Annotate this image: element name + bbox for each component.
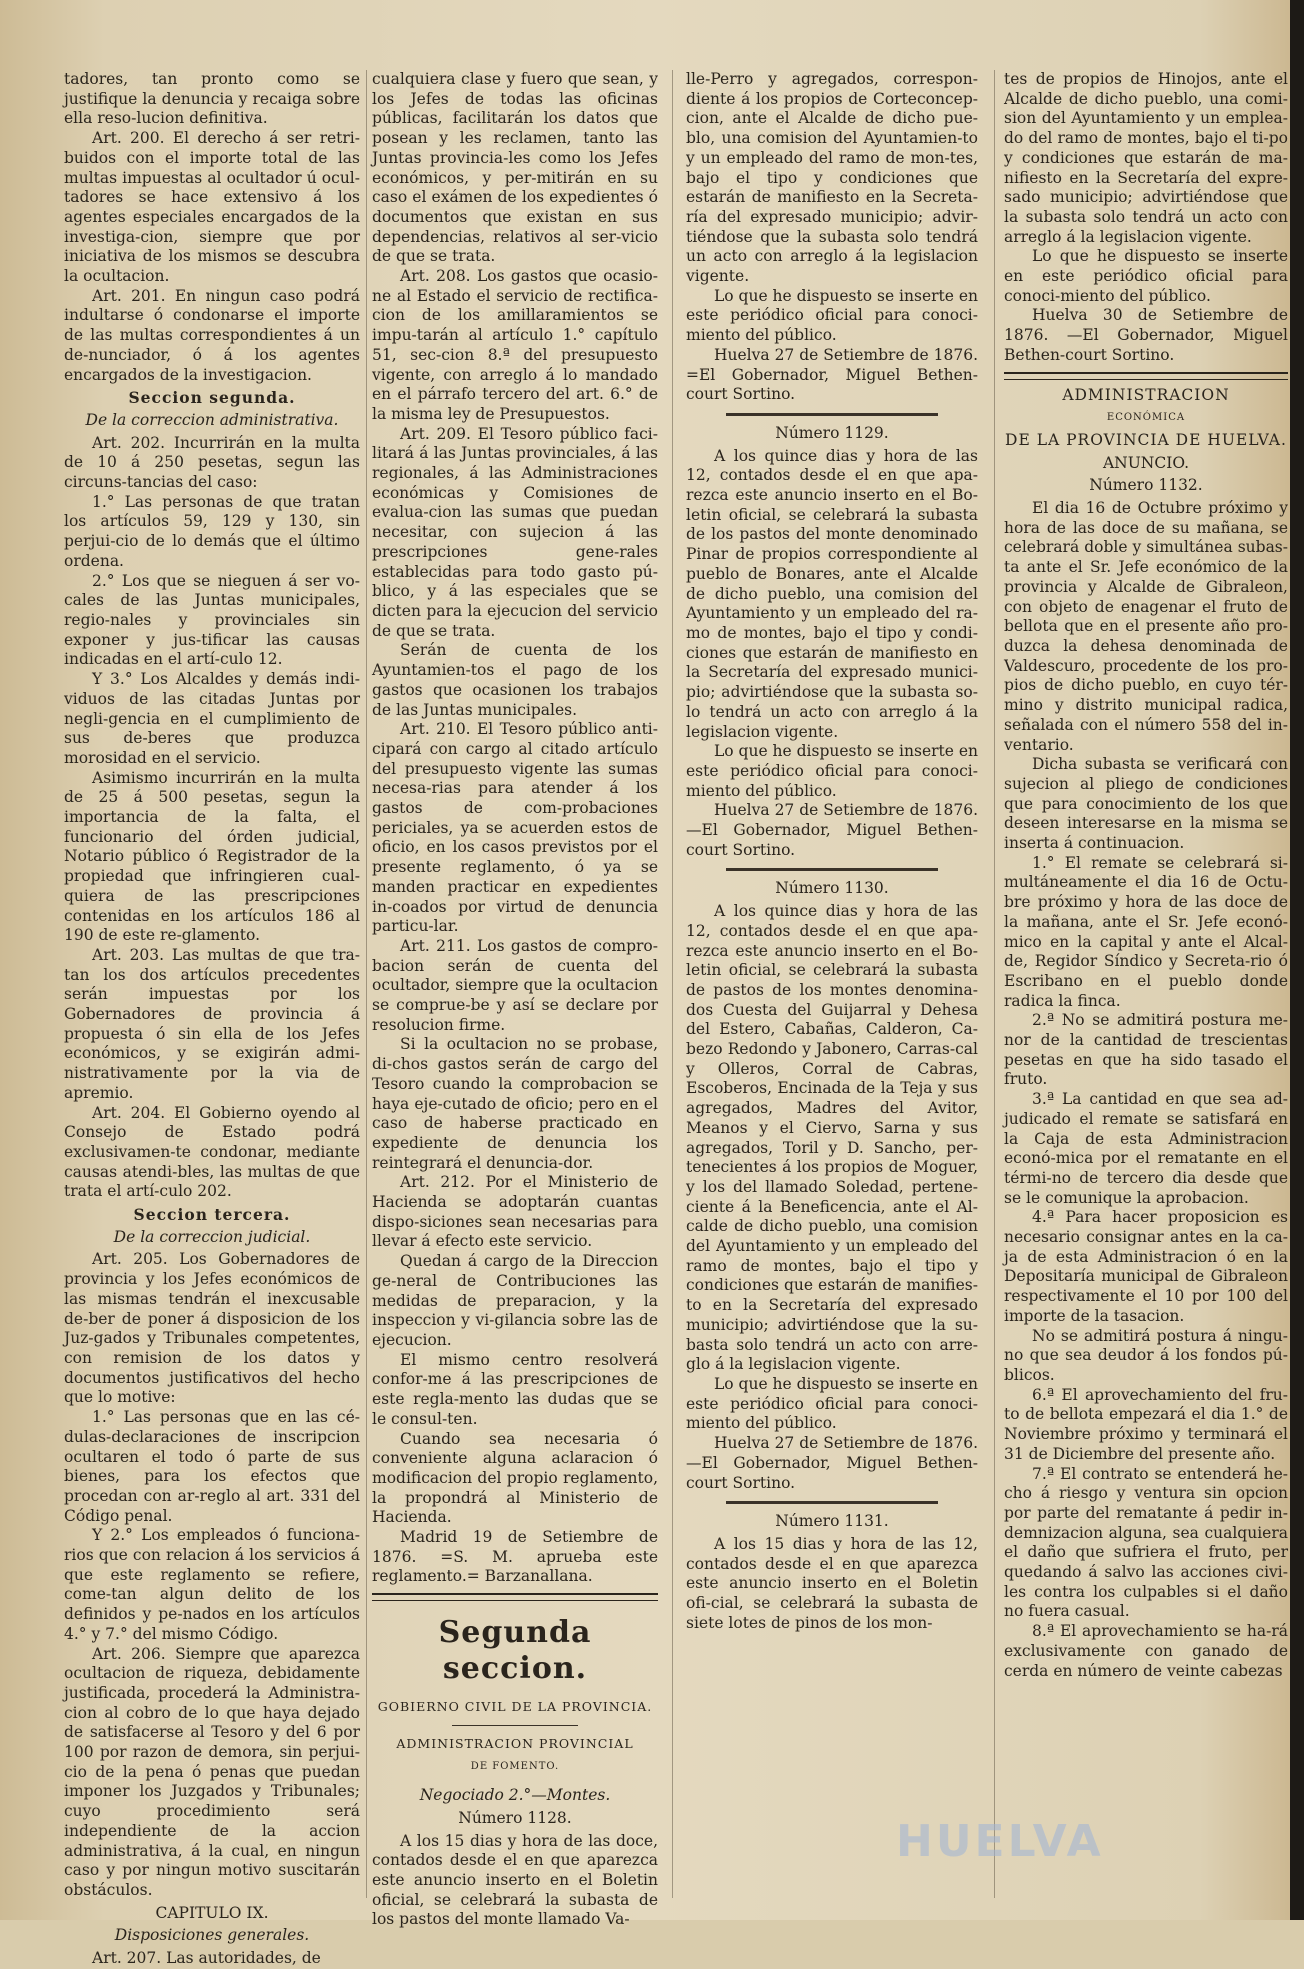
paragraph: Art. 206. Siempre que aparezca ocultacion de riqueza, debidamente justificada, procederá la Administra-cion al cobro de lo que haya dejado de satisfacerse al Tesoro y del 6 por 100 por razon de demora, sin perjui-cio de la pena ó penas que puedan imponer los Juzgados y Tribunales; cuyo procedimiento será independiente de la accion administrativa, á la cual, en ningun caso y por ningun motivo suscitarán obstáculos.	[64, 1644, 360, 1899]
paragraph: 1.° El remate se celebrará si-multáneamente el dia 16 de Octu-bre próximo y hora de las doce de la mañana, ante el Sr. Jefe econó-mico en la capital y ante el Alcal-de, Regidor Síndico y Secreta-rio ó Escribano en el pueblo donde radica la finca.	[1004, 853, 1288, 1010]
paragraph: 3.ª La cantidad en que sea ad-judicado el remate se satisfará en la Caja de esta Administracion econó-mica por el rematante en el térmi-no de tercero dia desde que se le comunique la aprobacion.	[1004, 1090, 1288, 1207]
column-rule	[366, 70, 367, 1898]
paragraph: Serán de cuenta de los Ayuntamien-tos el pago de los gastos que ocasionen los trabajos de las Juntas municipales.	[372, 641, 658, 719]
chapter-subheading: Disposiciones generales.	[114, 1926, 310, 1945]
paragraph: Lo que he dispuesto se inserte en este periódico oficial para conoci-miento del público.	[686, 286, 979, 345]
paragraph: tes de propios de Hinojos, ante el Alcalde de dicho pueblo, una comi-sion del Ayuntamiento y un emplea-do del ramo de montes, bajo el ti-po y condiciones que estarán de ma-nifiesto en la Secretaría del expre-sado municipio; advirtiéndose que la subasta solo tendrá un acto con arreglo á la legislacion vigente.	[1004, 70, 1288, 246]
divider	[372, 1593, 658, 1601]
paragraph: A los 15 dias y hora de las 12, contados desde el en que aparezca este anuncio inserto en el Boletin ofi-cial, se celebrará la subasta de siete lotes de pinos de los mon-	[686, 1534, 978, 1632]
paragraph: Art. 212. Por el Ministerio de Hacienda se adoptarán cuantas dispo-siciones sean necesarias para llevar á efecto este servicio.	[372, 1173, 658, 1251]
paragraph: A los quince dias y hora de las 12, contados desde el en que apa-rezca este anuncio inserto en el Bo-letin oficial, se celebrará la subasta de los pastos del monte denominado Pinar de propios correspondiente al pueblo de Bonares, ante el Alcalde de dicho pueblo, una comision del Ayuntamiento y un empleado del ra-mo de montes, bajo el tipo y condi-ciones que estarán de manifiesto en la Secretaría del expresado munici-pio; advirtiéndose que la subasta so-lo tendrá un acto con arreglo á la legislacion vigente.	[686, 446, 978, 741]
paragraph: 4.ª Para hacer proposicion es necesario consignar antes en la ca-ja de esta Administracion ó en la Depositaría municipal de Gibraleon respectivamente el 10 por 100 del importe de la tasacion.	[1004, 1208, 1288, 1325]
paragraph: 6.ª El aprovechamiento del fru-to de bellota empezará el dia 1.° de Noviembre próximo y terminará el 31 de Diciembre del presente año.	[1004, 1385, 1288, 1463]
section-subheading: De la correccion administrativa.	[85, 410, 339, 429]
column-3	[686, 70, 978, 1898]
paragraph: El dia 16 de Octubre próximo y hora de las doce de su mañana, se celebrará doble y simultánea subas-ta ante el Sr. Jefe económico de la provincia y Alcalde de Gibraleon, con objeto de enagenar el fruto de bellota que en el presente año pro-duzca la dehesa denominada de Valdescuro, procedente de los pro-pios de dicho pueblo, en cuyo tér-mino y distrito municipal radica, señalada con el número 558 del in-ventario.	[1004, 499, 1288, 754]
paragraph: cualquiera clase y fuero que sean, y los Jefes de todas las oficinas públicas, facilitarán los datos que posean y les reclamen, tanto las Juntas provincia-les como los Jefes económicos, y per-mitirán en su caso el exámen de los expedientes ó documentos que existan en sus dependencias, relativos al ser-vicio de que se trata.	[372, 70, 658, 266]
paragraph: El mismo centro resolverá confor-me á las prescripciones de este regla-mento las dudas que se le consul-ten.	[372, 1350, 658, 1428]
notice-number: Número 1131.	[775, 1512, 889, 1531]
paragraph: 2.ª No se admitirá postura me-nor de la cantidad de trescientas pesetas en que ha sido tasado el fruto.	[1004, 1011, 1288, 1089]
paragraph: Art. 207. Las autoridades, de	[92, 1949, 321, 1968]
heading: ECONÓMICA	[1106, 412, 1186, 424]
paragraph: Huelva 27 de Setiembre de 1876. —El Gobernador, Miguel Bethen-court Sortino.	[686, 801, 978, 859]
paragraph: 8.ª El aprovechamiento se ha-rá exclusivamente con ganado de cerda en número de veinte cabezas	[1004, 1622, 1288, 1680]
paragraph: No se admitirá postura á ningu-no que sea deudor á los fondos pú-blicos.	[1004, 1326, 1288, 1384]
paragraph: 1.° Las personas que en las cé-dulas-declaraciones de inscripcion ocultaren el todo ó parte de sus bienes, para los efectos que procedan con ar-reglo al art. 331 del Código penal.	[64, 1408, 360, 1525]
paragraph: Lo que he dispuesto se inserte en este periódico oficial para conoci-miento del público.	[1004, 247, 1288, 305]
chapter-heading: CAPITULO IX.	[155, 1903, 269, 1922]
paragraph: Asimismo incurrirán en la multa de 25 á 500 pesetas, segun la importancia de la falta, el funcionario del órden judicial, Notario público ó Registrador de la propiedad que infringieren cual-quiera de las prescripciones contenidas en los artículos 186 al 190 de este re-glamento.	[64, 768, 360, 945]
paragraph: Art. 210. El Tesoro público anti-cipará con cargo al citado artículo del presupuesto vigente las sumas necesa-rias para atender á los gastos de com-probaciones periciales, ya se acuerden estos de oficio, en los casos previstos por el presente reglamento, ó ya se manden practicar en expedientes in-coados por virtud de denuncia particu-lar.	[372, 720, 658, 936]
heading: DE LA PROVINCIA DE HUELVA.	[1005, 430, 1287, 449]
paragraph: Art. 205. Los Gobernadores de provincia y los Jefes económicos de las mismas tendrán el inexcusable de-ber de poner á disposicion de los Juz-gados y Tribunales competentes, con remision de los datos y documentos justificativos del hecho que lo motive:	[64, 1250, 360, 1407]
paragraph: Lo que he dispuesto se inserte en este periódico oficial para conoci-miento del público.	[686, 742, 979, 800]
paragraph: Art. 204. El Gobierno oyendo al Consejo de Estado podrá exclusivamen-te condonar, mediante causas atendi-bles, las multas de que trata el artí-culo 202.	[64, 1103, 360, 1201]
paragraph: Art. 211. Los gastos de compro-bacion serán de cuenta del ocultador, siempre que la ocultacion se comprue-be y así se declare por resolucion firme.	[372, 936, 658, 1034]
divider	[452, 1725, 578, 1726]
paragraph: Quedan á cargo de la Direccion ge-neral de Contribuciones las medidas de preparacion, y la inspeccion y vi-gilancia sobre las de ejecucion.	[372, 1252, 658, 1349]
paragraph: 1.° Las personas de que tratan los artículos 59, 129 y 130, sin perjui-cio de lo demás que el último ordena.	[64, 492, 360, 570]
notice-number: Número 1129.	[775, 423, 889, 442]
section-heading: Seccion tercera.	[133, 1205, 291, 1225]
divider	[726, 413, 938, 416]
paragraph: Si la ocultacion no se probase, di-chos gastos serán de cargo del Tesoro cuando la comprobacion se haya eje-cutado de oficio; pero en el caso de haberse practicado en expediente de denuncia los reintegrará el denuncia-dor.	[372, 1035, 658, 1172]
section-subheading: De la correccion judicial.	[113, 1227, 311, 1246]
column-rule	[672, 70, 673, 1898]
paragraph: Art. 203. Las multas de que tra-tan los dos artículos precedentes serán impuestas por los Gobernadores de provincia á propuesta ó sin ella de los Jefes económicos, y se exigirán admi-nistrativamente por la via de apremio.	[64, 945, 360, 1102]
archive-watermark: HUELVA	[896, 1816, 1104, 1867]
paragraph: Huelva 30 de Setiembre de 1876. —El Gobernador, Miguel Bethen-court Sortino.	[1004, 306, 1288, 364]
column-rule	[994, 70, 995, 1898]
paragraph: Art. 202. Incurrirán en la multa de 10 á 250 pesetas, segun las circuns-tancias del caso:	[64, 433, 360, 492]
paragraph: Art. 200. El derecho á ser retri-buidos con el importe total de las multas impuestas al ocultador ú ocul-tadores se hace extensivo á los agentes especiales encargados de la investiga-cion, siempre que por iniciativa de los mismos se descubra la ocultacion.	[64, 129, 360, 286]
heading: Negociado 2.°—Montes.	[419, 1786, 611, 1805]
paragraph: A los quince dias y hora de las 12, contados desde el en que apa-rezca este anuncio inserto en el Bo-letin oficial, se celebrará la subasta de pastos de los montes denomina-dos Cuesta del Guijarral y Dehesa del Estero, Cabañas, Calderon, Ca-bezo Redondo y Jabonero, Carras-cal y Olleros, Corral de Cabras, Escoberos, Encinada de la Teja y sus agregados, Madres del Avitor, Meanos y el Ciervo, Sarna y sus agregados, Toril y D. Sancho, per-tenecientes á los propios de Moguer, y los del llamado Soledad, pertene-ciente á la Beneficencia, ante el Al-calde de dicho pueblo, una comision del Ayuntamiento y un empleado del ramo de montes, bajo el tipo y condiciones que estarán de manifies-to en la Secretaría del expresado municipio; advirtiéndose que la su-basta solo tendrá un acto con arre-glo á la legislacion vigente.	[686, 902, 978, 1374]
paragraph: Cuando sea necesaria ó conveniente alguna aclaracion ó modificacion del propio reglamento, la propondrá al Ministerio de Hacienda.	[372, 1429, 658, 1527]
paragraph: Art. 208. Los gastos que ocasio-ne al Estado el servicio de rectifica-cion de los amillaramientos se impu-tarán al artículo 1.° capítulo 51, sec-cion 8.ª del presupuesto vigente, con arreglo á lo mandado en el párrafo tercero del art. 6.° de la misma ley de Presupuestos.	[372, 267, 658, 423]
paragraph: lle-Perro y agregados, correspon-diente á los propios de Corteconcep-cion, ante el Alcalde de dicho pue-blo, una comision del Ayuntamien-to y un empleado del ramo de mon-tes, bajo el tipo y condiciones que estarán de manifiesto en la Secreta-ría del expresado municipio; advir-tiéndose que la subasta solo tendrá un acto con arreglo á la legislacion vigente.	[686, 70, 978, 286]
section-heading: Seccion segunda.	[128, 388, 296, 408]
heading: GOBIERNO CIVIL DE LA PROVINCIA.	[377, 1699, 653, 1715]
paragraph: A los 15 dias y hora de las doce, contados desde el en que aparezca este anuncio inserto en el Boletin oficial, se celebrará la subasta de los pastos del monte llamado Va-	[372, 1831, 658, 1929]
paragraph: Madrid 19 de Setiembre de 1876. =S. M. aprueba este reglamento.= Barzanallana.	[372, 1528, 658, 1586]
divider	[726, 868, 938, 871]
divider	[726, 1501, 938, 1504]
page-edge	[1290, 0, 1304, 1920]
paragraph: Dicha subasta se verificará con sujecion al pliego de condiciones que para conocimiento de los que deseen interesarse en la misma se inserta á continuacion.	[1004, 755, 1288, 853]
column-1	[64, 70, 360, 1968]
heading: ADMINISTRACION	[1062, 385, 1230, 404]
divider	[1004, 372, 1288, 380]
notice-number: Número 1130.	[775, 879, 889, 898]
notice-number: Número 1128.	[458, 1808, 572, 1827]
paragraph: Lo que he dispuesto se inserte en este periódico oficial para conoci-miento del público.	[686, 1375, 979, 1433]
paragraph: 7.ª El contrato se entenderá he-cho á riesgo y ventura sin opcion por parte del rematante á pedir in-demnizacion alguna, sea cualquiera el daño que sufriera el fruto, per quedando á salvo las acciones civi-les contra los culpables si el daño no fuera casual.	[1004, 1464, 1288, 1621]
column-4	[1004, 70, 1288, 1898]
paragraph: Art. 209. El Tesoro público faci-litará á las Juntas provinciales, á las regionales, á las Administraciones económicas y Comisiones de evalua-cion las sumas que puedan necesitar, con sujecion á las prescripciones gene-rales establecidas para todo gasto pú-blico, y á las especiales que se dicten para la ejecucion del servicio de que se trata.	[372, 424, 658, 640]
section-title: Segunda seccion.	[438, 1615, 592, 1687]
heading: DE FOMENTO.	[470, 1760, 560, 1772]
paragraph: Huelva 27 de Setiembre de 1876. —El Gobernador, Miguel Bethen-court Sortino.	[686, 1434, 978, 1492]
heading: ADMINISTRACION PROVINCIAL	[396, 1735, 634, 1751]
paragraph: Art. 201. En ningun caso podrá indultarse ó condonarse el importe de las multas correspondientes á un de-nunciador, ó á los agentes encargados de la investigacion.	[64, 286, 360, 384]
paragraph: Y 2.° Los empleados ó funciona-rios que con relacion á los servicios á que este reglamento se refiere, come-tan algun delito de los definidos y pe-nados en los artículos 4.° y 7.° del mismo Código.	[64, 1526, 360, 1643]
paragraph: Huelva 27 de Setiembre de 1876. =El Gobernador, Miguel Bethen-court Sortino.	[686, 345, 978, 404]
paragraph: tadores, tan pronto como se justifique la denuncia y recaiga sobre ella reso-lucion definitiva.	[64, 70, 360, 128]
notice-number: Número 1132.	[1089, 476, 1203, 495]
paragraph: Y 3.° Los Alcaldes y demás indi-viduos de las citadas Juntas por negli-gencia en el cumplimiento de sus de-beres que produzca morosidad en el servicio.	[64, 670, 360, 767]
heading: ANUNCIO.	[1102, 453, 1190, 472]
column-2	[372, 70, 658, 1929]
paragraph: 2.° Los que se nieguen á ser vo-cales de las Juntas municipales, regio-nales y provinciales sin exponer y jus-tificar las causas indicadas en el artí-culo 12.	[64, 571, 360, 669]
